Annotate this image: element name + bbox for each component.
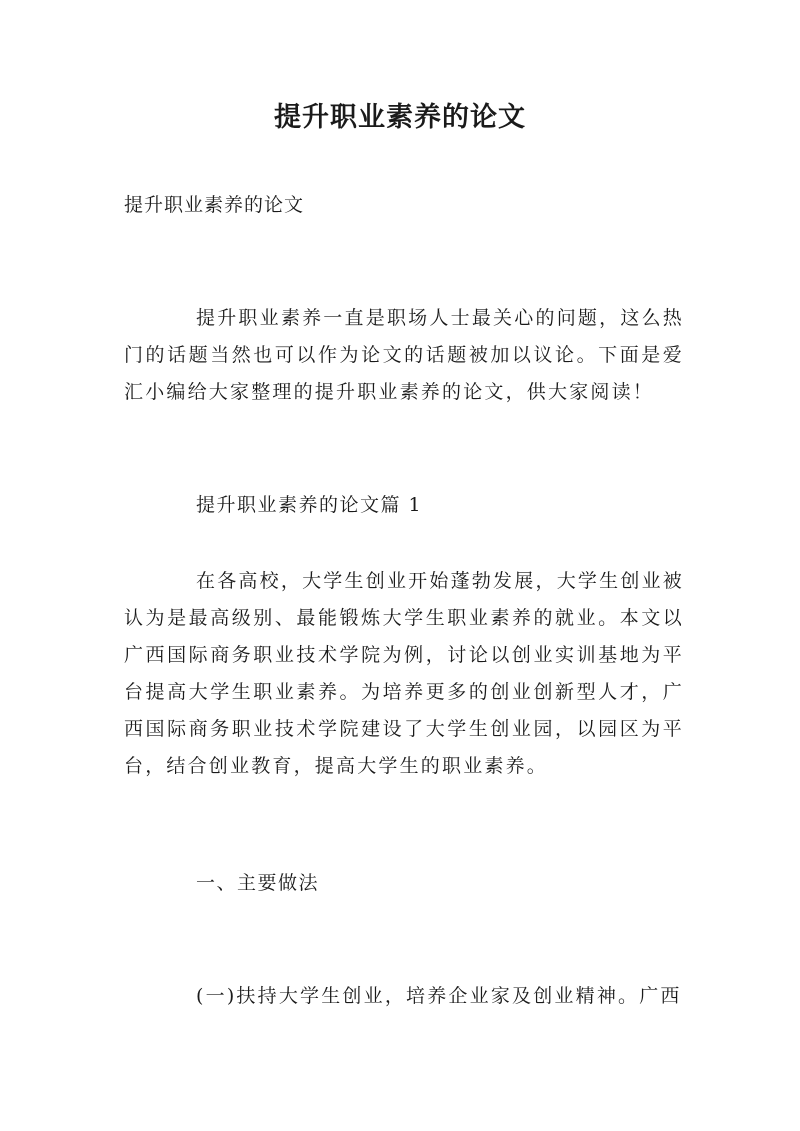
intro-paragraph: 提升职业素养一直是职场人士最关心的问题，这么热门的话题当然也可以作为论文的话题被加以议论。下面是爱汇小编给大家整理的提升职业素养的论文，供大家阅读！ [124,307,684,403]
sub-paragraph: (一)扶持大学生创业，培养企业家及创业精神。广西 [196,985,682,1007]
document-subtitle: 提升职业素养的论文 [124,194,305,216]
body-paragraph: 在各高校，大学生创业开始蓬勃发展，大学生创业被认为是最高级别、最能锻炼大学生职业素养的就业。本文以广西国际商务职业技术学院为例，讨论以创业实训基地为平台提高大学生职业素养。为培养更多的创业创新型人才，广西国际商务职业技术学院建设了大学生创业园，以园区为平台，结合创业教育，提高大学生的职业素养。 [124,570,684,777]
section-title: 提升职业素养的论文篇 1 [196,494,423,516]
heading-main-practices: 一、主要做法 [196,872,320,894]
document-title: 提升职业素养的论文 [274,102,526,133]
